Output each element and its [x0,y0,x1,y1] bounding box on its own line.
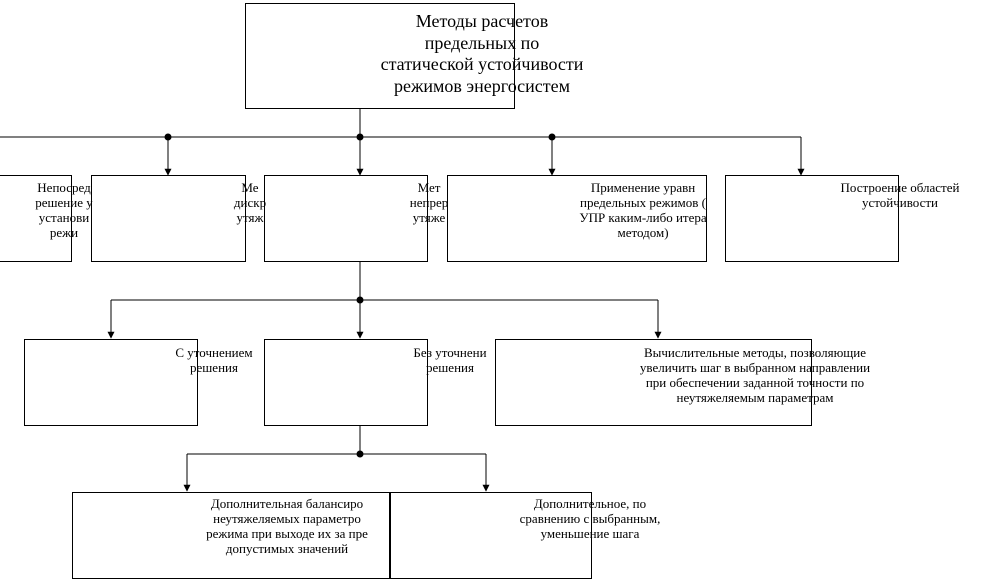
level3-label-2: Дополнительное, по сравнению с выбранным, уменьшение шага [519,496,661,541]
level2-label-1: С уточнением решения [175,345,253,375]
level1-label-4: Применение уравн предельных режимов ( УПР каким-либо итера методом) [579,180,707,240]
level3-label-1: Дополнительная балансиро неутяжеляемых параметро режима при выходе их за пре допустимых значений [206,496,368,556]
level1-label-1: Непосред решение у установи режи [35,180,93,240]
junction-dot [357,134,364,141]
level2-label-3: Вычислительные методы, позволяющие увеличить шаг в выбранном направлении при обеспечении заданной точности по неутяжеляемым параметрам [639,345,871,405]
junction-dot [549,134,556,141]
junction-dot [357,297,364,304]
level1-label-3: Мет непрер утяже [409,180,449,225]
junction-dot [165,134,172,141]
level1-label-2: Ме дискр утяж [233,180,267,225]
level2-label-2: Без уточнени решения [413,345,487,375]
root-label: Методы расчетов предельных по статической устойчивости режимов энергосистем [380,11,584,96]
junction-dot [357,451,364,458]
level1-label-5: Построение областей устойчивости [840,180,960,210]
